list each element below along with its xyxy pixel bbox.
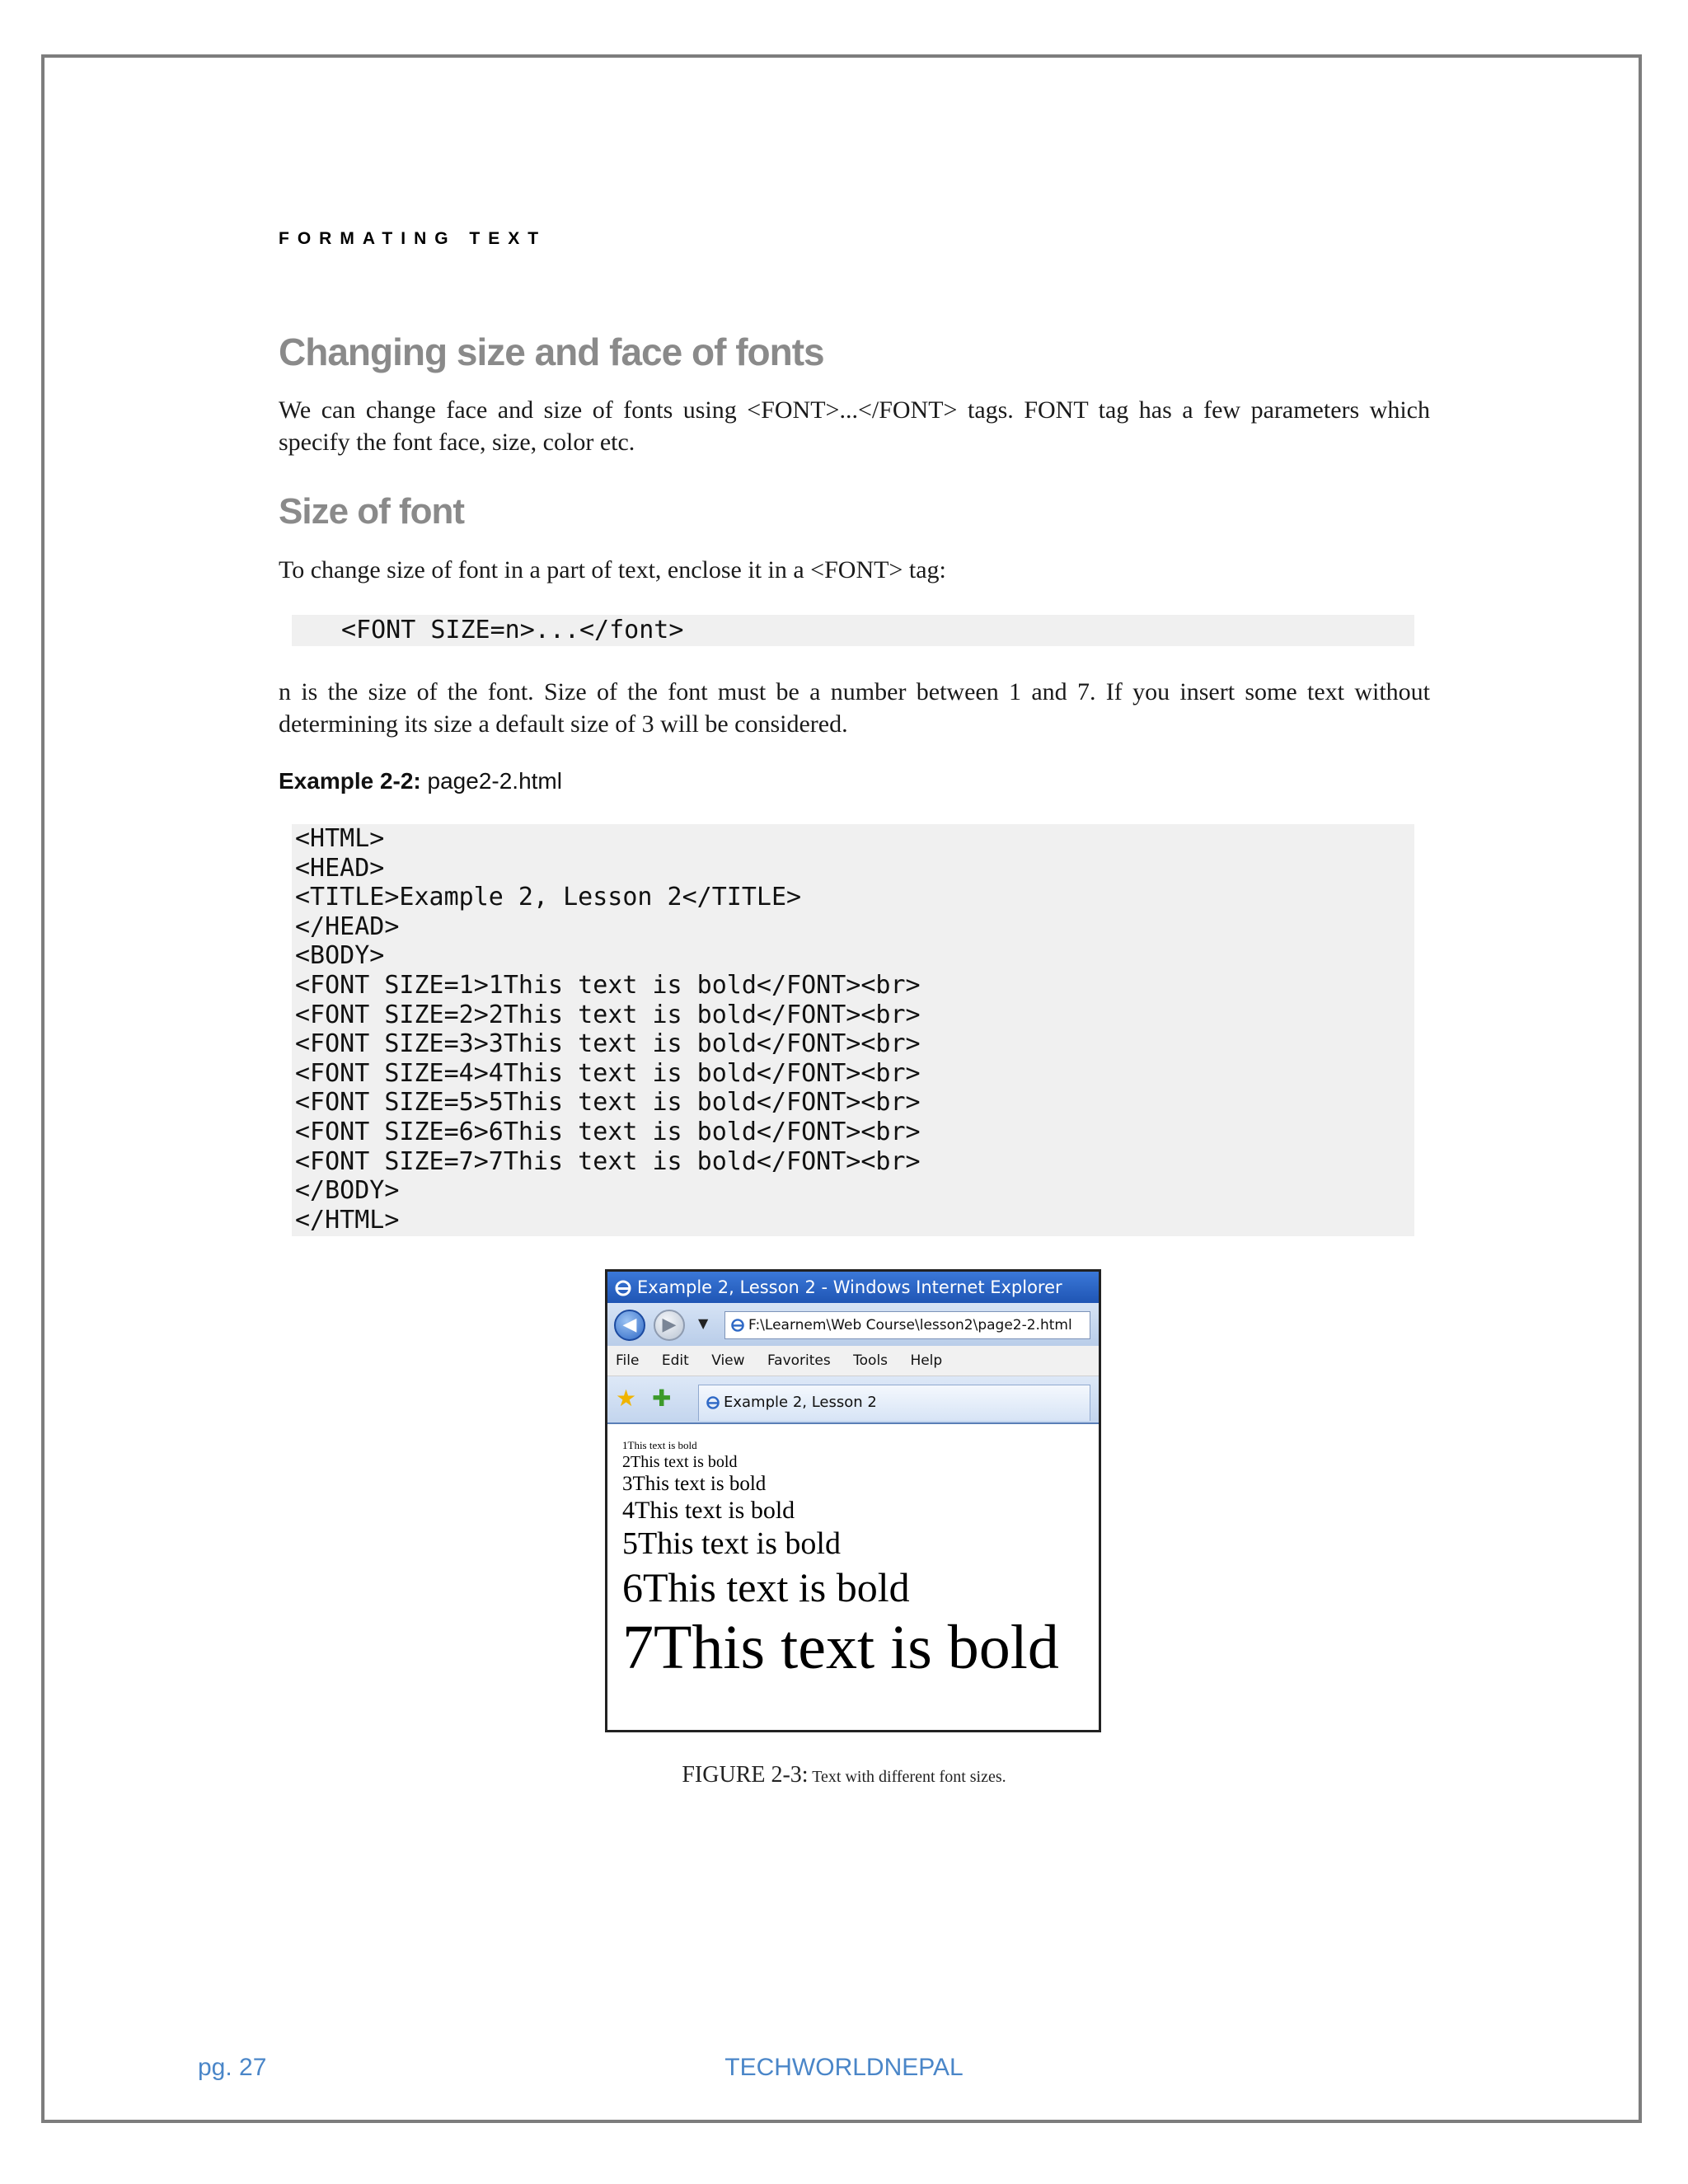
rendered-line-size-7: 7This text is bold (622, 1613, 1059, 1682)
rendered-line-size-5: 5This text is bold (622, 1526, 841, 1561)
menu-tools[interactable]: Tools (853, 1352, 889, 1369)
footer-brand: TECHWORLDNEPAL (724, 2054, 964, 2081)
browser-menu-bar (607, 1346, 1099, 1376)
figure-caption-text: Text with different font sizes. (808, 1768, 1006, 1786)
rendered-line-size-6: 6This text is bold (622, 1564, 910, 1610)
instruction-paragraph: To change size of font in a part of text, enclose it in a <FONT> tag: (279, 556, 946, 583)
example-caption (279, 768, 562, 794)
menu-file[interactable]: File (616, 1352, 640, 1369)
code-line: <FONT SIZE=7>7This text is bold</FONT><br> (295, 1146, 921, 1176)
code-line: </BODY> (295, 1176, 400, 1206)
browser-window-title: Example 2, Lesson 2 - Windows Internet Explorer (637, 1277, 1062, 1297)
browser-content (607, 1424, 1099, 1683)
ie-logo-icon (706, 1395, 720, 1410)
code-line: </HEAD> (295, 912, 400, 941)
browser-tab-bar (607, 1376, 1099, 1424)
code-line: <FONT SIZE=3>3This text is bold</FONT><br> (295, 1029, 921, 1059)
explanation-paragraph: n is the size of the font. Size of the font must be a number between 1 and 7. If you insert some text without determining its size a default size of 3 will be considered. (279, 678, 1430, 738)
code-line: <FONT SIZE=5>5This text is bold</FONT><br> (295, 1088, 921, 1118)
intro-paragraph: We can change face and size of fonts using <FONT>...</FONT> tags. FONT tag has a few parameters which specify the font face, size, color etc. (279, 396, 1430, 456)
code-line: <FONT SIZE=6>6This text is bold</FONT><br> (295, 1117, 921, 1146)
section-title: Changing size and face of fonts (279, 330, 824, 373)
rendered-line-size-2: 2This text is bold (622, 1453, 738, 1471)
browser-address-bar (607, 1303, 1099, 1346)
menu-view[interactable]: View (711, 1352, 745, 1369)
address-field[interactable] (724, 1311, 1090, 1339)
menu-favorites[interactable]: Favorites (767, 1352, 831, 1369)
tab-label: Example 2, Lesson 2 (724, 1394, 877, 1411)
rendered-line-size-1: 1This text is bold (622, 1439, 697, 1451)
figure-caption (0, 1762, 1688, 1788)
back-arrow-icon[interactable]: ◀ (614, 1310, 645, 1341)
code-line: <FONT SIZE=1>1This text is bold</FONT><br> (295, 970, 921, 1000)
code-line: <FONT SIZE=2>2This text is bold</FONT><br> (295, 1000, 921, 1029)
running-head: FORMATING TEXT (279, 229, 547, 248)
browser-screenshot (605, 1269, 1101, 1732)
code-line: </HTML> (295, 1205, 400, 1235)
code-line: <HEAD> (295, 853, 385, 883)
favorites-star-icon[interactable]: ★ (616, 1386, 637, 1412)
menu-edit[interactable]: Edit (661, 1352, 689, 1369)
ie-logo-icon (730, 1318, 745, 1333)
browser-title-bar (607, 1272, 1099, 1303)
browser-tab[interactable] (698, 1385, 1090, 1421)
rendered-line-size-3: 3This text is bold (622, 1473, 767, 1495)
dropdown-arrow-icon[interactable]: ▼ (698, 1315, 709, 1331)
subsection-title: Size of font (279, 491, 465, 532)
syntax-code: <FONT SIZE=n>...</font> (292, 615, 1414, 646)
ie-logo-icon (614, 1279, 632, 1297)
forward-arrow-icon[interactable]: ▶ (654, 1310, 685, 1341)
code-line: <BODY> (295, 941, 385, 971)
add-favorite-icon[interactable]: ✚ (652, 1386, 672, 1412)
code-line: <FONT SIZE=4>4This text is bold</FONT><br> (295, 1058, 921, 1088)
menu-help[interactable]: Help (910, 1352, 943, 1369)
rendered-line-size-4: 4This text is bold (622, 1497, 795, 1524)
example-filename: page2-2.html (420, 768, 562, 794)
address-text: F:\Learnem\Web Course\lesson2\page2-2.html (748, 1317, 1072, 1333)
example-label: Example 2-2: (279, 768, 421, 794)
code-listing (292, 824, 1414, 1236)
code-line: <HTML> (295, 824, 385, 853)
code-line: <TITLE>Example 2, Lesson 2</TITLE> (295, 883, 802, 912)
figure-caption-label: FIGURE 2-3: (682, 1762, 809, 1788)
page-number: pg. 27 (198, 2054, 267, 2081)
